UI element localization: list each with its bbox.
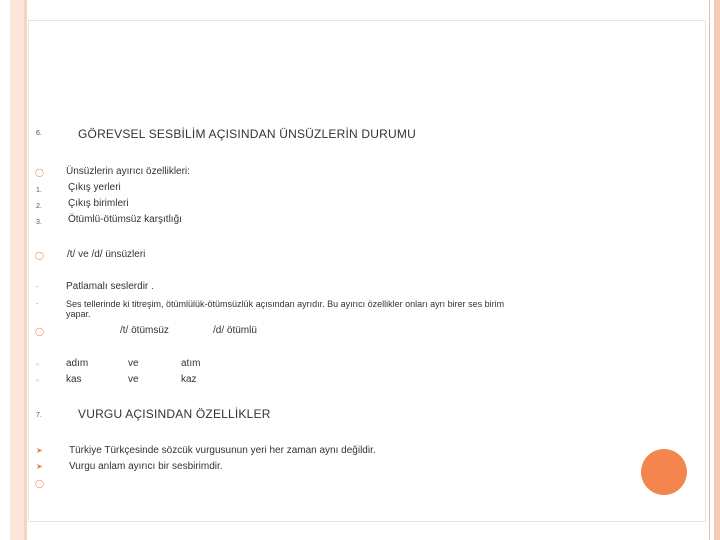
feature-1-text: Çıkış yerleri [68,182,121,193]
section-6-title: GÖREVSEL SESBİLİM AÇISINDAN ÜNSÜZLERİN DURUMU [78,127,416,141]
section-7-number: 7. [36,412,42,419]
bullet-marker-icon: ◯ [35,327,44,336]
square-bullet-icon: ▫ [36,376,39,385]
stress-2: Vurgu anlam ayırıcı bir sesbirimdir. [69,461,223,472]
section-6-number: 6. [36,130,42,137]
stress-1: Türkiye Türkçesinde sözcük vurgusunun yeri her zaman aynı değildir. [69,445,376,456]
td-bullet-2: Ses tellerinde ki titreşim, ötümlülük-ötümsüzlük açısından ayrıdır. Bu ayırıcı özellikler onları ayrı birer ses birim [66,299,505,309]
right-decorative-line [709,0,710,540]
voiced-label: /d/ ötümlü [213,325,257,336]
pair-1-mid: ve [128,358,139,369]
feature-3-number: 3. [36,219,42,226]
arrow-bullet-icon: ➤ [36,462,43,471]
bullet-marker-icon: ◯ [35,251,44,260]
td-bullet-2-continuation: yapar. [66,309,91,319]
right-decorative-band [714,0,720,540]
pair-2-mid: ve [128,374,139,385]
arrow-bullet-icon: ➤ [36,446,43,455]
dash-marker: - [36,284,39,291]
td-bullet-1: Patlamalı seslerdir . [66,281,154,292]
feature-3-text: Ötümlü-ötümsüz karşıtlığı [68,214,182,225]
pair-2-a: kas [66,374,82,385]
square-bullet-icon: ▫ [36,360,39,369]
feature-1-number: 1. [36,187,42,194]
pair-1-a: adım [66,358,89,369]
dash-marker: - [36,301,39,308]
pair-1-b: atım [181,358,201,369]
td-label: /t/ ve /d/ ünsüzleri [67,249,146,260]
section-7-title: VURGU AÇISINDAN ÖZELLİKLER [78,407,271,421]
decorative-circle [641,449,687,495]
feature-2-text: Çıkış birimleri [68,198,129,209]
feature-2-number: 2. [36,203,42,210]
pair-2-b: kaz [181,374,197,385]
features-intro: Ünsüzlerin ayırıcı özellikleri: [66,166,190,177]
bullet-marker-icon: ◯ [35,479,44,488]
bullet-marker-icon: ◯ [35,168,44,177]
voiceless-label: /t/ ötümsüz [120,325,169,336]
left-decorative-line [24,0,27,540]
left-decorative-band [10,0,24,540]
